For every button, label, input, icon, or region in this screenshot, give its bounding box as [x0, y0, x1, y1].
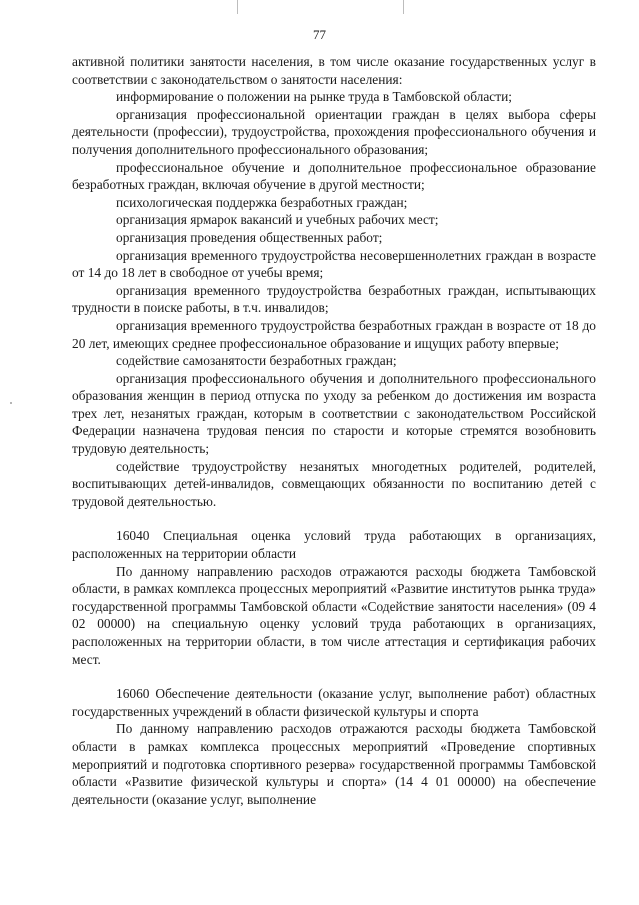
list-item: информирование о положении на рынке труда в Тамбовской области; — [116, 89, 512, 105]
scan-artifact-line — [237, 0, 238, 14]
list-item: организация ярмарок вакансий и учебных рабочих мест; — [116, 212, 439, 228]
list-item: профессиональное обучение и дополнительное профессиональное образование безработных граждан, включая обучение в другой местности; — [72, 159, 596, 193]
paragraph: активной политики занятости населения, в том числе оказание государственных услуг в соответствии с законодательством о занятости населения: — [72, 54, 596, 87]
list-item: организация профессиональной ориентации граждан в целях выбора сферы деятельности (профессии), трудоустройства, прохождения профессионального обучения и получения дополнительного профессионального образования; — [72, 106, 596, 157]
paragraph: По данному направлению расходов отражаются расходы бюджета Тамбовской области в рамках комплекса процессных мероприятий «Проведение спортивных мероприятий и подготовка спортивного резерва» государственной программы Тамбовской области «Развитие физической культуры и спорта» (14 4 01 00000) на обеспечение деятельности (оказание услуг, выполнение — [72, 721, 596, 807]
scan-artifact-line — [403, 0, 404, 14]
list-item: психологическая поддержка безработных граждан; — [116, 194, 408, 210]
list-item: содействие самозанятости безработных граждан; — [116, 353, 397, 369]
list-item: организация профессионального обучения и дополнительного профессионального образования женщин в период отпуска по уходу за ребенком до достижения им возраста трех лет, незанятых граждан, которым в соответствии с законодательством Российской Федерации назначена трудовая пенсия по старости и которые стремятся возобновить трудовую деятельность; — [72, 370, 596, 457]
document-body — [72, 53, 596, 808]
list-item: организация временного трудоустройства безработных граждан, испытывающих трудности в поиске работы, в т.ч. инвалидов; — [72, 282, 596, 316]
section-heading-16060: 16060 Обеспечение деятельности (оказание услуг, выполнение работ) областных государственных учреждений в области физической культуры и спорта — [72, 686, 596, 719]
list-item: организация проведения общественных работ; — [116, 229, 383, 245]
scan-speck — [10, 402, 12, 404]
page-number: 77 — [313, 27, 326, 42]
paragraph: По данному направлению расходов отражаются расходы бюджета Тамбовской области, в рамках комплекса процессных мероприятий «Развитие институтов рынка труда» государственной программы Тамбовской области «Содействие занятости населения» (09 4 02 00000) на специальную оценку условий труда работающих в организациях, расположенных на территории области, в том числе аттестация и сертификация рабочих мест. — [72, 563, 596, 667]
section-heading-16040: 16040 Специальная оценка условий труда работающих в организациях, расположенных на территории области — [72, 528, 596, 562]
list-item: организация временного трудоустройства безработных граждан в возрасте от 18 до 20 лет, имеющих среднее профессиональное образование и ищущих работу впервые; — [72, 317, 596, 351]
list-item: содействие трудоустройству незанятых многодетных родителей, родителей, воспитывающих детей-инвалидов, совмещающих обязанности по воспитанию детей с трудовой деятельностью. — [72, 458, 596, 509]
list-item: организация временного трудоустройства несовершеннолетних граждан в возрасте от 14 до 18 лет в свободное от учебы время; — [72, 247, 596, 281]
